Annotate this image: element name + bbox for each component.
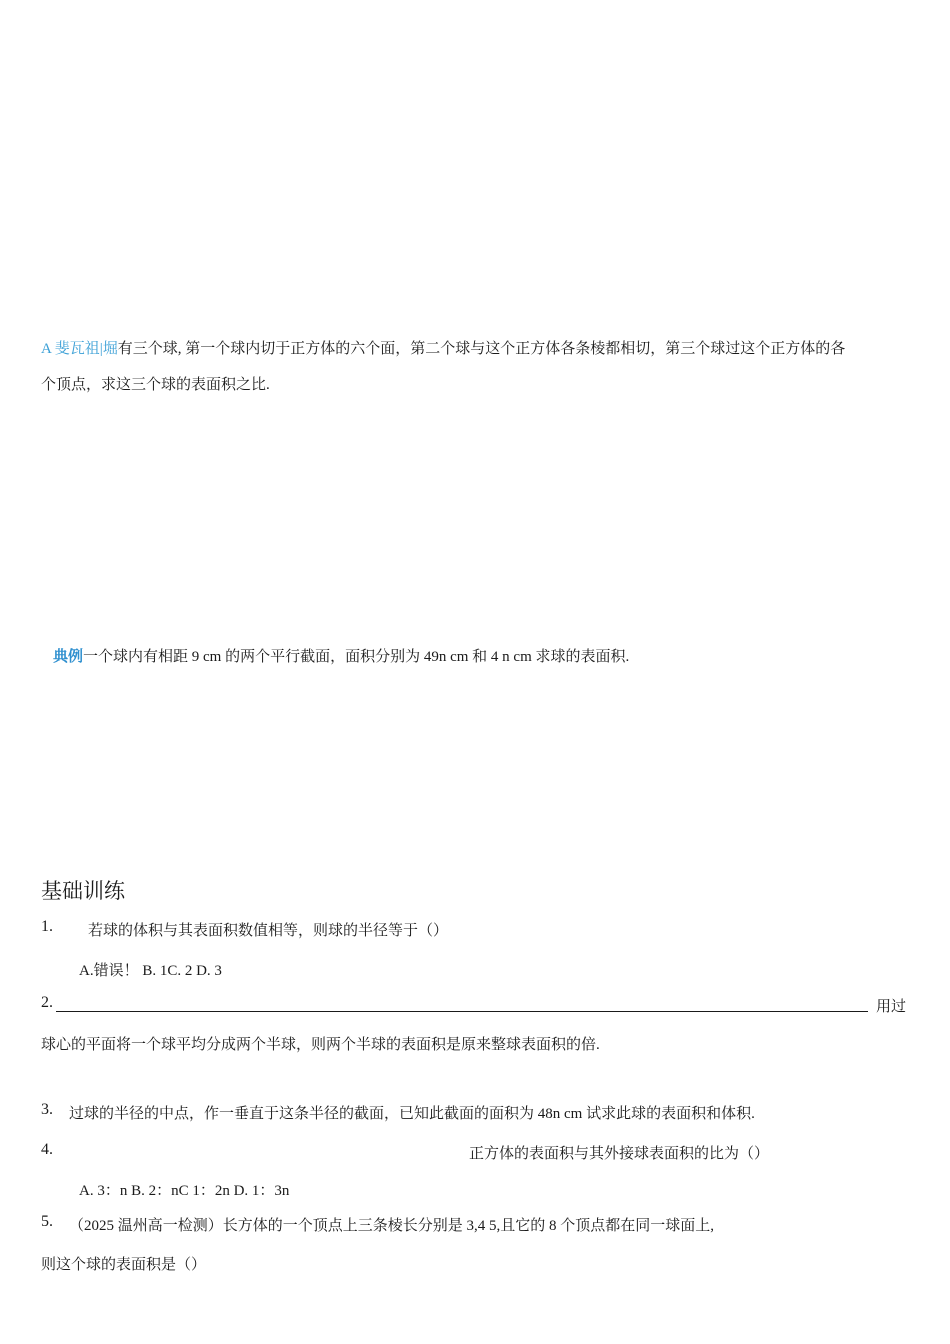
example1-line1	[41, 337, 845, 358]
example1-tag: A 斐瓦祖|堀	[41, 341, 118, 357]
q1-options: A.错误！ B. 1C. 2 D. 3	[79, 963, 222, 979]
q5-line2: 则这个球的表面积是（）	[41, 1257, 207, 1273]
q2-number: 2.	[41, 994, 53, 1011]
q4-number: 4.	[41, 1141, 53, 1158]
q4-options: A. 3：n B. 2：nC 1：2n D. 1：3n	[79, 1183, 290, 1199]
example2	[53, 645, 629, 666]
q3-text: 过球的半径的中点，作一垂直于这条半径的截面，已知此截面的面积为 48n cm 试求此球的表面积和体积.	[69, 1106, 755, 1122]
q1-number: 1.	[41, 918, 53, 935]
example2-text: 一个球内有相距 9 cm 的两个平行截面，面积分别为 49n cm 和 4 n cm 求球的表面积.	[83, 649, 630, 665]
q2-blank	[56, 1011, 868, 1012]
q4-text: 正方体的表面积与其外接球表面积的比为（）	[469, 1146, 770, 1162]
q1-text: 若球的体积与其表面积数值相等，则球的半径等于（）	[88, 923, 449, 939]
example1-line2: 个顶点，求这三个球的表面积之比.	[41, 377, 270, 393]
q2-tail: 用过	[876, 999, 907, 1015]
section-title: 基础训练	[41, 879, 125, 903]
q3-number: 3.	[41, 1101, 53, 1118]
q5-number: 5.	[41, 1213, 53, 1230]
q2-line2: 球心的平面将一个球平均分成两个半球，则两个半球的表面积是原来整球表面积的倍.	[41, 1037, 600, 1053]
example2-tag: 典例	[53, 649, 84, 665]
q5-text: （2025 温州高一检测）长方体的一个顶点上三条棱长分别是 3,4 5,且它的 8 个顶点都在同一球面上,	[69, 1218, 715, 1234]
example1-text: 有三个球, 第一个球内切于正方体的六个面，第二个球与这个正方体各条棱都相切，第三个球过这个正方体的各	[117, 341, 846, 357]
